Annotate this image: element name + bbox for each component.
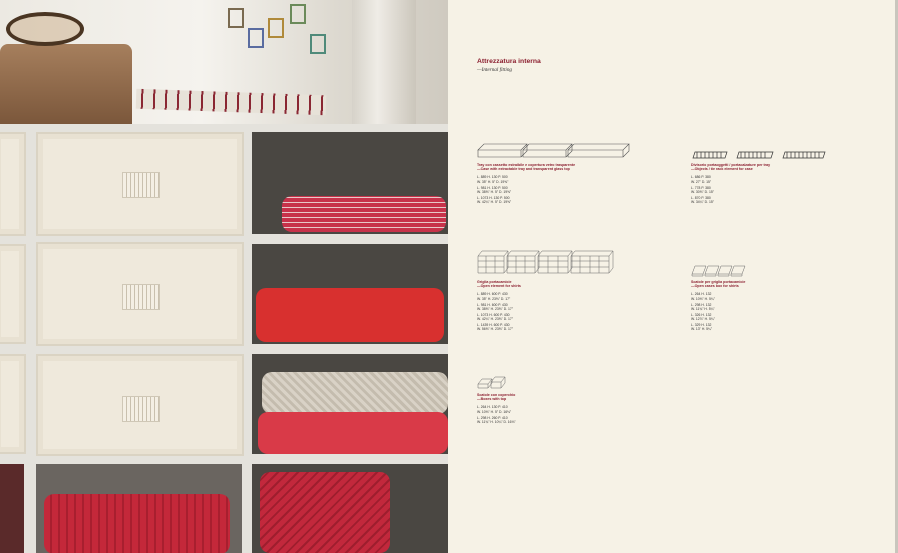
dimension-imperial: W. 12⅞" H. 5¼" [691,316,715,321]
dimension-group [477,303,667,311]
dimension-metric: L. 326 H. 132 [691,312,712,317]
product-divider [691,141,881,206]
dimension-group [691,175,881,183]
dimension-group [477,292,667,300]
wardrobe-photo [0,0,448,553]
dimension-group [691,186,881,194]
folded-red-sweater [256,288,444,342]
dimension-imperial: W. 13" H. 5¼" [691,327,713,332]
shelf-cell [0,464,24,553]
drawer-handle [122,284,160,310]
product-name-en: —Open element for shirts [477,284,521,289]
dimension-imperial: W. 38⅝" H. 23⅝" D. 17" [477,306,514,311]
dimension-group [477,323,667,331]
miniature-chair [248,28,264,48]
dimension-imperial: W. 35" H. 23⅝" D. 17" [477,296,511,301]
product-shirt-boxes [691,262,881,333]
miniature-chair [290,4,306,24]
dimension-metric: L. 889 H. 130 P. 500 [477,175,508,180]
miniature-chair [310,34,326,54]
dimension-imperial: W. 34¼" D. 15" [691,199,714,204]
dimension-metric: L. 889 H. 600 P. 430 [477,292,508,297]
product-name-it: Scatole con coperchio [477,393,516,397]
drawer [36,132,244,236]
dimension-group [477,313,667,321]
dimension-group [691,323,881,331]
shelf-cell [252,464,448,553]
catalogue-page [448,0,898,553]
shirt-grid-drawing-icon [477,250,667,280]
dimension-group [691,292,881,300]
divider-drawing-icon [691,141,881,163]
dimension-metric: L. 1073 H. 600 P. 430 [477,312,510,317]
dimension-metric: L. 981 H. 600 P. 430 [477,302,508,307]
dimension-imperial: W. 42¼" H. 23⅝" D. 17" [477,316,514,321]
dimension-metric: L. 686 P. 380 [691,175,711,180]
product-name-en: —Case with extractable tray and transparent glass top [477,167,570,172]
dimension-group [477,416,667,424]
drawer [0,244,26,344]
red-bag [260,472,390,553]
drawer [0,354,26,454]
dimension-imperial: W. 56⅝" H. 23⅝" D. 17" [477,327,514,332]
folded-red-cloth [44,494,230,553]
drawer-handle [122,396,160,422]
dimension-group [691,313,881,321]
shelf-cell [252,244,448,344]
dimension-imperial: W. 10⅜" H. 5" D. 16⅛" [477,409,512,414]
page-title: Attrezzatura interna [477,58,541,65]
dimension-imperial: W. 10⅜" H. 5¼" [691,296,715,301]
product-name-it: Scatole per griglia portacamicie [691,280,746,284]
product-shirt-grid [477,250,667,333]
shelf-unit [0,124,448,553]
product-name-en: —Boxes with top [477,397,507,402]
dimension-imperial: W. 42¼" H. 5" D. 19⅝" [477,199,512,204]
product-boxes-with-top [477,375,667,426]
tray-drawing-icon [477,141,667,163]
dimension-group [477,405,667,413]
dimension-imperial: W. 11¾" H. 10¼" D. 16⅛" [477,419,516,424]
dimension-metric: L. 298 H. 260 P. 410 [477,415,508,420]
dimension-imperial: W. 35" H. 5" D. 19⅝" [477,179,509,184]
dimension-imperial: W. 11¾" H. 5¼" [691,306,715,311]
folded-knit-sweater [262,372,448,414]
sunglasses [6,12,84,46]
page-subtitle: —Internal fitting [477,67,513,73]
dimension-group [477,186,667,194]
dimension-group [691,196,881,204]
dimension-group [477,175,667,183]
dimension-metric: L. 264 H. 130 P. 410 [477,405,508,410]
folded-striped-sweater [282,196,446,232]
drawer [36,242,244,346]
shelf-cell [36,464,242,553]
product-name-it: Divisorio portaoggetti / portacalzature per tray [691,163,771,167]
dimension-metric: L. 329 H. 132 [691,322,712,327]
product-name-en: —Open cases box for shirts [691,284,739,289]
dimension-metric: L. 298 H. 132 [691,302,712,307]
drawer-handle [122,172,160,198]
folded-red-sweater [258,412,448,454]
dimension-metric: L. 1439 H. 600 P. 430 [477,322,510,327]
dimension-imperial: W. 27" D. 15" [691,179,712,184]
dimension-metric: L. 778 P. 380 [691,185,711,190]
product-name-it: Tray con cassetto estraibile e copertura vetro trasparente [477,163,576,167]
product-tray [477,141,667,206]
miniature-chair [228,8,244,28]
miniature-chair [268,18,284,38]
product-name-en: —Objects / tie rack element for case [691,167,753,172]
dimension-metric: L. 981 H. 130 P. 500 [477,185,508,190]
photo-column [352,0,416,124]
dimension-imperial: W. 38⅝" H. 5" D. 19⅝" [477,189,512,194]
dimension-imperial: W. 30⅝" D. 15" [691,189,714,194]
dimension-metric: L. 264 H. 132 [691,292,712,297]
shelf-cell [252,354,448,454]
dimension-metric: L. 1073 H. 130 P. 500 [477,195,510,200]
drawer [36,354,244,456]
product-name-it: Griglia portacamicie [477,280,512,284]
wooden-bowl [0,44,132,124]
dimension-group [477,196,667,204]
box-drawing-icon [477,375,667,393]
shelf-cell [252,132,448,234]
drawer [0,132,26,236]
shirt-box-drawing-icon [691,262,881,280]
dimension-metric: L. 870 P. 380 [691,195,711,200]
dimension-group [691,303,881,311]
